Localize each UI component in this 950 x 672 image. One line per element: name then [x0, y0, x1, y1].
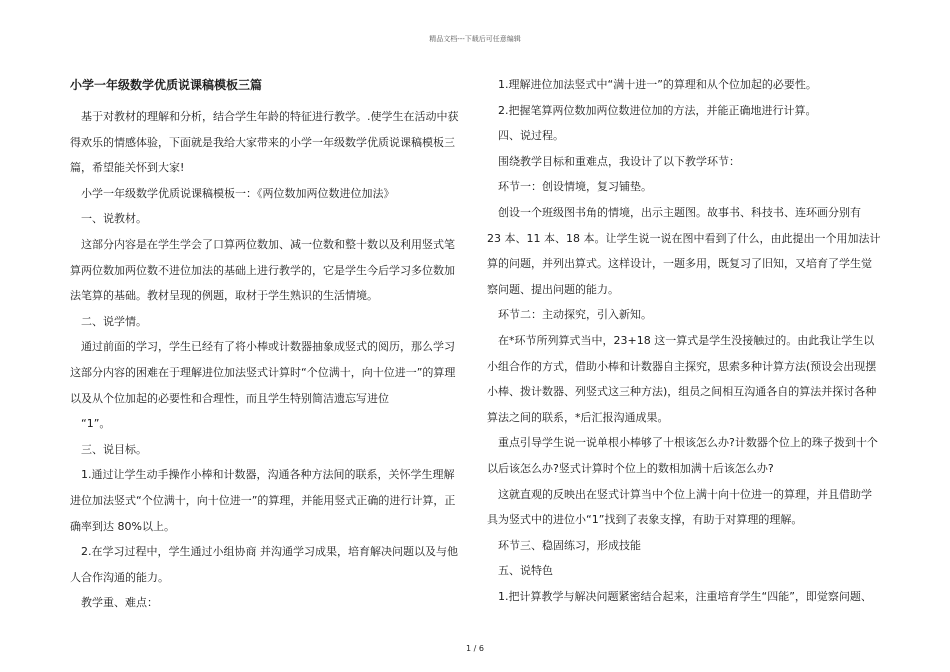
paragraph: 1.通过让学生动手操作小棒和计数器，沟通各种方法间的联系，关怀学生理解进位加法竖式“个位满十，向十位进一”的算理，并能用竖式正确的进行计算，正确率到达 80%以上。 [70, 468, 456, 533]
page-number: 1 / 6 [466, 644, 484, 653]
paragraph: 环节二：主动探究，引入新知。 [498, 308, 652, 322]
paragraph: 基于对教材的理解和分析，结合学生年龄的特征进行教学。.使学生在活动中获得欢乐的情感体验，下面就是我给大家带来的小学一年级数学优质说课稿模板三篇，希望能关怀到大家! [70, 110, 459, 175]
paragraph: 环节三、稳固练习，形成技能 [498, 538, 641, 552]
left-column [70, 72, 465, 616]
paragraph: 这就直观的反映出在竖式计算当中个位上满十向十位进一的算理，并且借助学具为竖式中的进位小“1”找到了表象支撑，有助于对算理的理解。 [487, 487, 872, 527]
section-heading: 二、说学情。 [81, 314, 147, 328]
paragraph: 重点引导学生说一说单根小棒够了十根该怎么办?计数器个位上的珠子拨到十个以后该怎么办?竖式计算时个位上的数相加满十后该怎么办? [487, 436, 878, 475]
page-header: 精品文档---下载后可任意编辑 [429, 35, 521, 43]
section-heading: 四、说过程。 [498, 129, 564, 143]
paragraph: 在*环节所列算式当中，23+18 这一算式是学生没接触过的。由此我让学生以小组合作的方式，借助小棒和计数器自主探究，思索多种计算方法(预设会出现摆小棒、拨计数器、列竖式这三种方法)，组员之间相互沟通各自的算法并探讨各种算法之间的联系，*后汇报沟通成果。 [487, 333, 877, 424]
section-heading: 一、说教材。 [81, 212, 147, 226]
paragraph: 这部分内容是在学生学会了口算两位数加、减一位数和整十数以及利用竖式笔算两位数加两位数不进位加法的基础上进行教学的，它是学生今后学习多位数加法笔算的基础。教材呈现的例题，取材于学生熟识的生活情境。 [70, 237, 455, 303]
paragraph: 通过前面的学习，学生已经有了将小棒或计数器抽象成竖式的阅历，那么学习这部分内容的困难在于理解进位加法竖式计算时“个位满十，向十位进一”的算理以及从个位加起的必要性和合理性，而且学生特别简洁遗忘写进位 [70, 340, 456, 405]
paragraph: 小学一年级数学优质说课稿模板一：《两位数加两位数进位加法》 [81, 186, 395, 200]
section-heading: 五、说特色 [498, 564, 553, 578]
paragraph: 创设一个班级图书角的情境，出示主题图。故事书、科技书、连环画分别有 [498, 205, 861, 219]
section-heading: 三、说目标。 [81, 442, 147, 456]
paragraph: 1.理解进位加法竖式中“满十进一”的算理和从个位加起的必要性。 [498, 78, 817, 91]
right-column [487, 72, 882, 609]
paragraph: 环节一：创设情境，复习铺垫。 [498, 180, 652, 194]
paragraph: 2.把握笔算两位数加两位数进位加的方法，并能正确地进行计算。 [498, 103, 817, 117]
paragraph: 1.把计算教学与解决问题紧密结合起来，注重培育学生“四能”，即觉察问题、 [498, 589, 872, 603]
paragraph: 23 本、11 本、18 本。让学生说一说在图中看到了什么，由此提出一个用加法计算的问题，并列出算式。这样设计，一题多用，既复习了旧知，又培育了学生觉察问题、提出问题的能力。 [487, 231, 881, 296]
paragraph: 围绕教学目标和重难点，我设计了以下教学环节： [498, 154, 740, 168]
paragraph: “1”。 [81, 417, 111, 431]
paragraph: 2.在学习过程中，学生通过小组协商 并沟通学习成果，培育解决问题以及与他人合作沟通的能力。 [70, 545, 458, 584]
paragraph: 教学重、难点： [81, 596, 158, 610]
document-title: 小学一年级数学优质说课稿模板三篇 [70, 78, 263, 92]
